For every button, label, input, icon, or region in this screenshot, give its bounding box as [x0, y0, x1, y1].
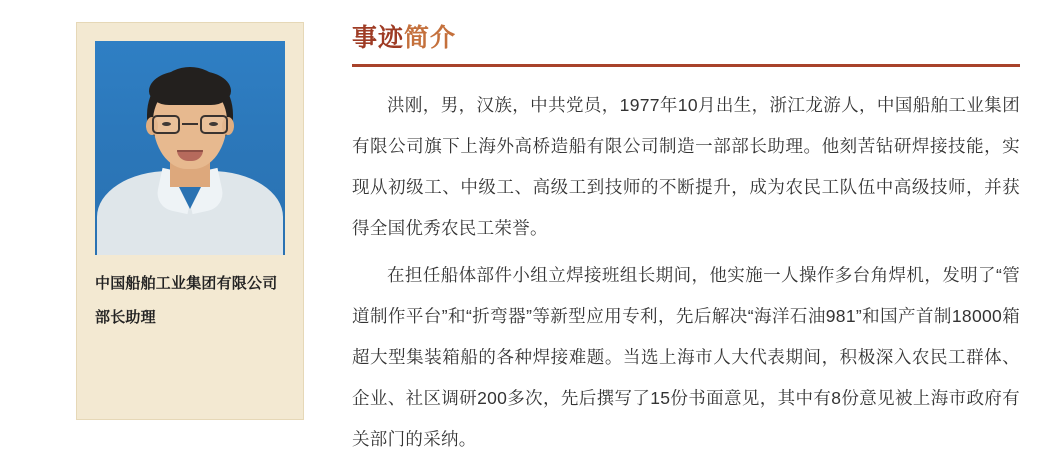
- profile-meta: [95, 271, 277, 331]
- article-paragraph: 洪刚，男，汉族，中共党员，1977年10月出生，浙江龙游人，中国船舶工业集团有限公司旗下上海外高桥造船有限公司制造一部部长助理。他刻苦钻研焊接技能，实现从初级工、中级工、高级工到技师的不断提升，成为农民工队伍中高级技师，并获得全国优秀农民工荣誉。: [352, 95, 1020, 238]
- fringe-shape: [149, 71, 231, 105]
- profile-organization: 中国船舶工业集团有限公司: [95, 275, 278, 292]
- section-title: [352, 18, 1020, 67]
- article-column: [352, 18, 1020, 449]
- glasses-lens-left: [152, 115, 180, 134]
- glasses-bridge: [182, 123, 198, 125]
- portrait-photo: [95, 41, 285, 255]
- article-body: [352, 85, 1020, 460]
- article-paragraph: 在担任船体部件小组立焊接班组长期间，他实施一人操作多台角焊机，发明了“管道制作平台”和“折弯器”等新型应用专利，先后解决“海洋石油981”和国产首制18000箱超大型集装箱船的各种焊接难题。当选上海市人大代表期间，积极深入农民工群体、企业、社区调研200多次，先后撰写了15份书面意见，其中有8份意见被上海市政府有关部门的采纳。: [352, 265, 1020, 449]
- section-title-primary: 事迹: [352, 24, 405, 52]
- glasses-lens-right: [200, 115, 228, 134]
- section-title-secondary: 简介: [404, 24, 457, 52]
- glasses-icon: [151, 115, 229, 135]
- profile-card: [76, 22, 304, 420]
- profile-role: 部长助理: [95, 309, 156, 326]
